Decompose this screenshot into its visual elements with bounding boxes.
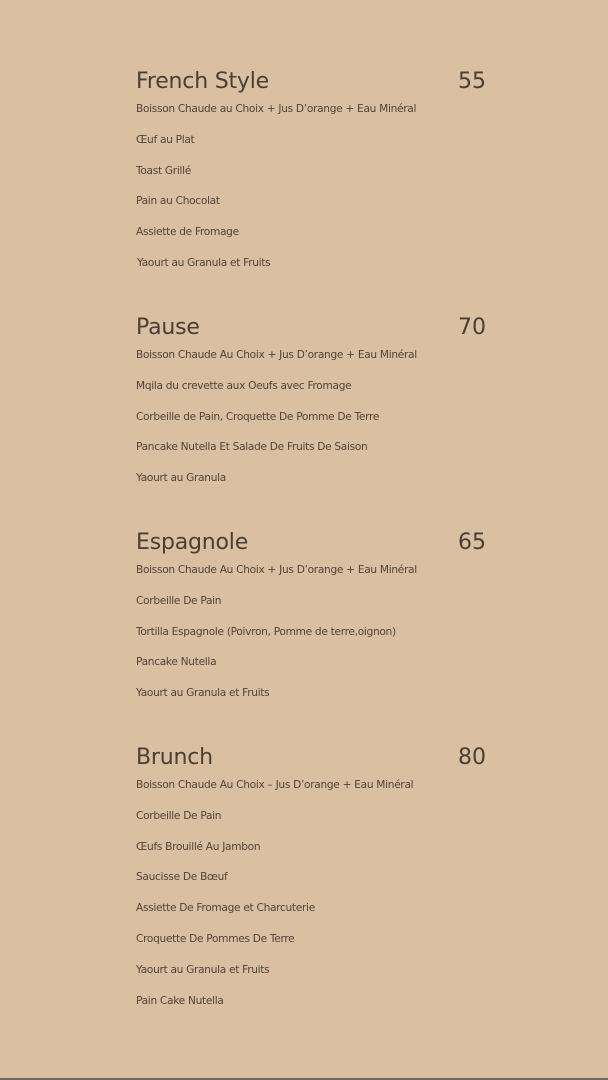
- section-price: 70: [458, 315, 486, 340]
- section-price: 55: [458, 69, 486, 94]
- menu-section-espagnole: [136, 530, 486, 718]
- section-price: 65: [458, 530, 486, 555]
- menu-item: Yaourt au Granula et Fruits: [136, 963, 270, 976]
- menu-item: Corbeille De Pain: [136, 594, 222, 607]
- section-header: [136, 69, 486, 103]
- menu-item: Yaourt au Granula et Fruits: [137, 256, 271, 269]
- section-header: [136, 315, 486, 349]
- menu-item: Saucisse De Bœuf: [136, 871, 228, 884]
- section-title: Pause: [136, 315, 200, 340]
- menu-item: Assiette de Fromage: [136, 226, 239, 239]
- menu-section-brunch: [136, 745, 486, 1025]
- menu-item: Tortilla Espagnole (Poivron, Pomme de terre,oignon): [136, 625, 396, 638]
- menu-item: Pancake Nutella Et Salade De Fruits De Saison: [136, 441, 368, 454]
- item-list: [136, 779, 486, 1025]
- menu-item: Mqila du crevette aux Oeufs avec Fromage: [136, 379, 352, 392]
- menu-item: Yaourt au Granula et Fruits: [136, 687, 270, 700]
- menu-item: Corbeille de Pain, Croquette De Pomme De Terre: [136, 410, 380, 423]
- menu-item: Pain au Chocolat: [136, 195, 220, 208]
- menu-item: Assiette De Fromage et Charcuterie: [136, 902, 315, 915]
- menu-item: Boisson Chaude Au Choix + Jus D’orange + Eau Minéral: [136, 564, 417, 576]
- menu-item: Toast Grillé: [136, 164, 191, 177]
- section-header: [136, 745, 486, 779]
- menu-item: Corbeille De Pain: [136, 809, 222, 822]
- menu-item: Boisson Chaude Au Choix – Jus D’orange + Eau Minéral: [136, 779, 414, 791]
- item-list: [136, 349, 486, 503]
- section-title: Espagnole: [136, 530, 249, 555]
- section-price: 80: [458, 745, 486, 770]
- section-header: [136, 530, 486, 564]
- menu-section-pause: [136, 315, 486, 503]
- menu-item: Œuf au Plat: [136, 133, 195, 146]
- menu-item: Croquette De Pommes De Terre: [136, 932, 295, 945]
- menu-section-french-style: [136, 69, 486, 288]
- menu-item: Boisson Chaude Au Choix + Jus D’orange + Eau Minéral: [136, 349, 417, 361]
- section-title: French Style: [136, 69, 269, 94]
- menu-item: Yaourt au Granula: [136, 472, 226, 485]
- menu-item: Pain Cake Nutella: [136, 994, 224, 1007]
- section-title: Brunch: [136, 745, 213, 770]
- menu-item: Pancake Nutella: [136, 656, 217, 669]
- item-list: [136, 564, 486, 718]
- menu-item: Boisson Chaude au Choix + Jus D’orange + Eau Minéral: [136, 103, 417, 115]
- item-list: [136, 103, 486, 288]
- menu-item: Œufs Brouillé Au Jambon: [136, 840, 261, 853]
